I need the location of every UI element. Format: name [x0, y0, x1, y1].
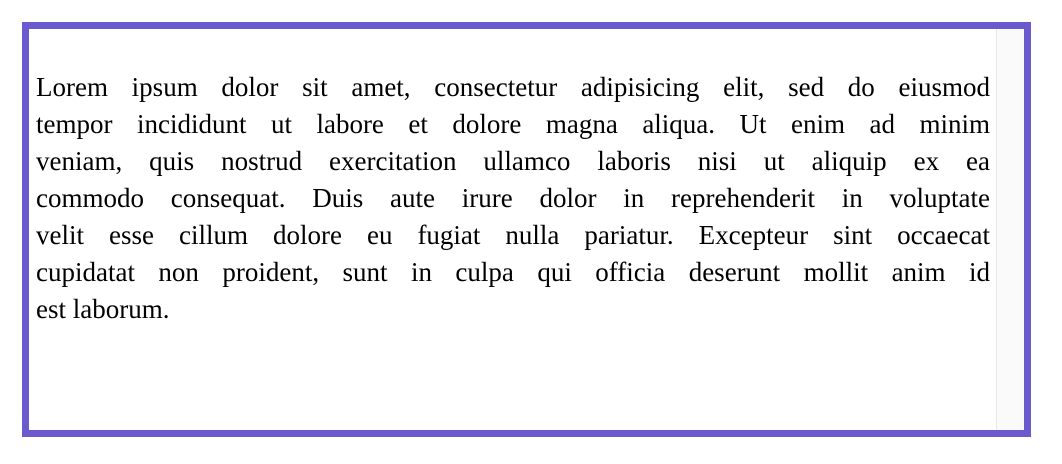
paragraph-line: velit esse cillum dolore eu fugiat nulla pariatur. Excepteur sint occaecat: [36, 220, 990, 250]
paragraph-line: commodo consequat. Duis aute irure dolor in reprehenderit in voluptate: [36, 183, 990, 213]
paragraph-line: tempor incididunt ut labore et dolore magna aliqua. Ut enim ad minim: [36, 109, 990, 139]
paragraph-line: Lorem ipsum dolor sit amet, consectetur adipisicing elit, sed do eiusmod: [36, 72, 990, 102]
paragraph-line: cupidatat non proident, sunt in culpa qui officia deserunt mollit anim id: [36, 257, 990, 287]
text-content[interactable]: [29, 29, 996, 430]
scrollbar-track[interactable]: [996, 29, 1024, 430]
text-document-box[interactable]: [22, 22, 1031, 437]
paragraph-line: est laborum.: [36, 294, 170, 324]
paragraph-line: veniam, quis nostrud exercitation ullamco laboris nisi ut aliquip ex ea: [36, 146, 990, 176]
